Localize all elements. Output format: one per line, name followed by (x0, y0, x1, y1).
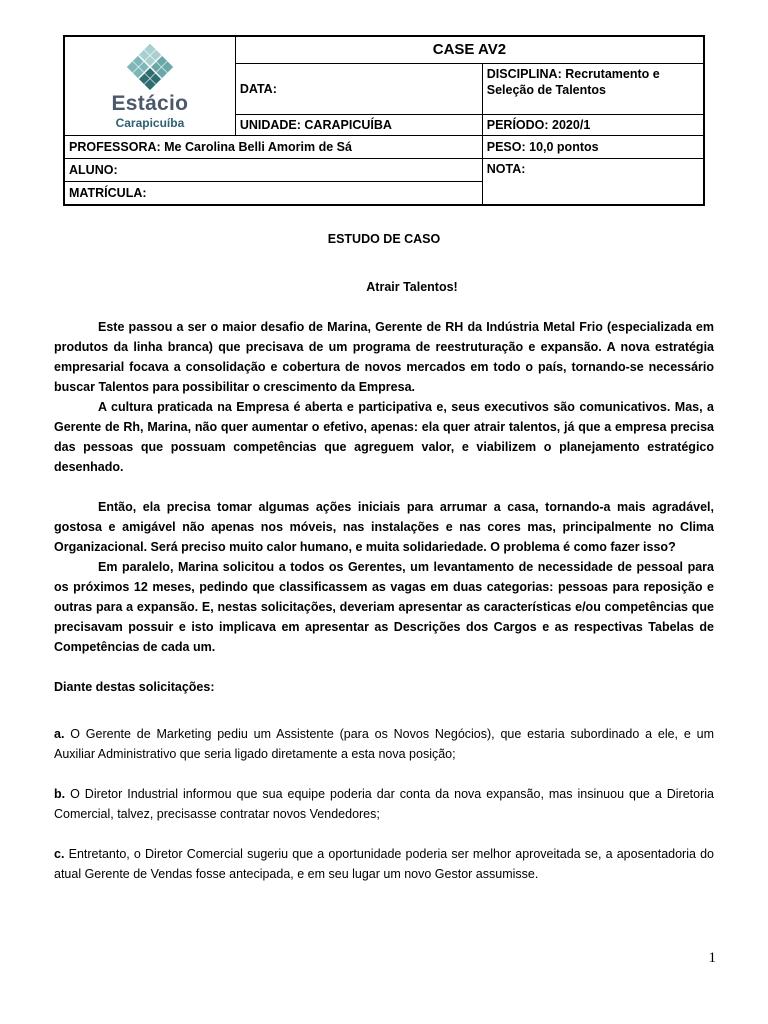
item-a-label: a. (54, 727, 65, 741)
discipline-label: DISCIPLINA: Recrutamento e Seleção de Talentos (482, 64, 704, 115)
logo-cell (64, 36, 235, 136)
list-item (54, 724, 714, 764)
item-b-text: O Diretor Industrial informou que sua equipe poderia dar conta da nova expansão, mas insinuou que a Diretoria Comercial, talvez, precisasse contratar novos Vendedores; (54, 787, 714, 821)
enrollment-label: MATRÍCULA: (64, 182, 482, 206)
case-name: Atrair Talentos! (366, 280, 458, 294)
list-item (54, 784, 714, 824)
grade-label: NOTA: (482, 159, 704, 206)
requests-intro: Diante destas solicitações: (54, 680, 215, 694)
student-label: ALUNO: (64, 159, 482, 182)
item-c-text: Entretanto, o Diretor Comercial sugeriu que a oportunidade poderia ser melhor aproveitada se, a aposentadoria do atual Gerente de Vendas fosse antecipada, e em seu lugar um novo Gestor assumisse. (54, 847, 714, 881)
paragraph-3: Então, ela precisa tomar algumas ações iniciais para arrumar a casa, tornando-a mais agradável, gostosa e amigável não apenas nos móveis, nas instalações e nas cores mas, principalmente no Clima Organizacional. Será preciso muito calor humano, e muita solidariedade. O problema é como fazer isso? (54, 500, 714, 554)
item-b-label: b. (54, 787, 66, 801)
period-label: PERÍODO: 2020/1 (482, 115, 704, 136)
diamond-logo-icon (126, 43, 174, 91)
item-c-label: c. (54, 847, 65, 861)
logo-name: Estácio (111, 91, 189, 115)
case-title: CASE AV2 (235, 36, 704, 64)
page-number: 1 (708, 950, 716, 966)
estacio-logo (69, 43, 231, 130)
unit-label: UNIDADE: CARAPICUÍBA (235, 115, 482, 136)
paragraph-2: A cultura praticada na Empresa é aberta e participativa e, seus executivos são comunicativos. Mas, a Gerente de Rh, Marina, não quer aumentar o efetivo, apenas: ela quer atrair talentos, já que a empresa precisa das pessoas que possuam competências que agreguem valor, e viabilizem o planejamento estratégico desenhado. (54, 400, 714, 474)
logo-campus: Carapicuíba (115, 115, 185, 130)
weight-label: PESO: 10,0 pontos (482, 136, 704, 159)
professor-label: PROFESSORA: Me Carolina Belli Amorim de Sá (64, 136, 482, 159)
section-title: ESTUDO DE CASO (327, 232, 441, 246)
paragraph-1: Este passou a ser o maior desafio de Marina, Gerente de RH da Indústria Metal Frio (especializada em produtos da linha branca) que precisava de um programa de reestruturação e expansão. A nova estratégia empresarial focava a consolidação e cobertura de novos mercados em todo o país, tornando-se necessário buscar Talentos para possibilitar o crescimento da Empresa. (54, 320, 714, 394)
header-table (63, 35, 705, 206)
paragraph-4: Em paralelo, Marina solicitou a todos os Gerentes, um levantamento de necessidade de pessoal para os próximos 12 meses, pedindo que classificassem as vagas em duas categorias: pessoas para reposição e outras para a expansão. E, nestas solicitações, deveriam apresentar as características e/ou competências que precisavam possuir e isto implicava em apresentar as Descrições dos Cargos e as respectivas Tabelas de Competências de cada um. (54, 560, 714, 654)
list-item (54, 844, 714, 884)
case-body (54, 317, 714, 884)
date-label: DATA: (235, 64, 482, 115)
item-a-text: O Gerente de Marketing pediu um Assistente (para os Novos Negócios), que estaria subordinado a ele, e um Auxiliar Administrativo que seria ligado diretamente a esta nova posição; (54, 727, 714, 761)
